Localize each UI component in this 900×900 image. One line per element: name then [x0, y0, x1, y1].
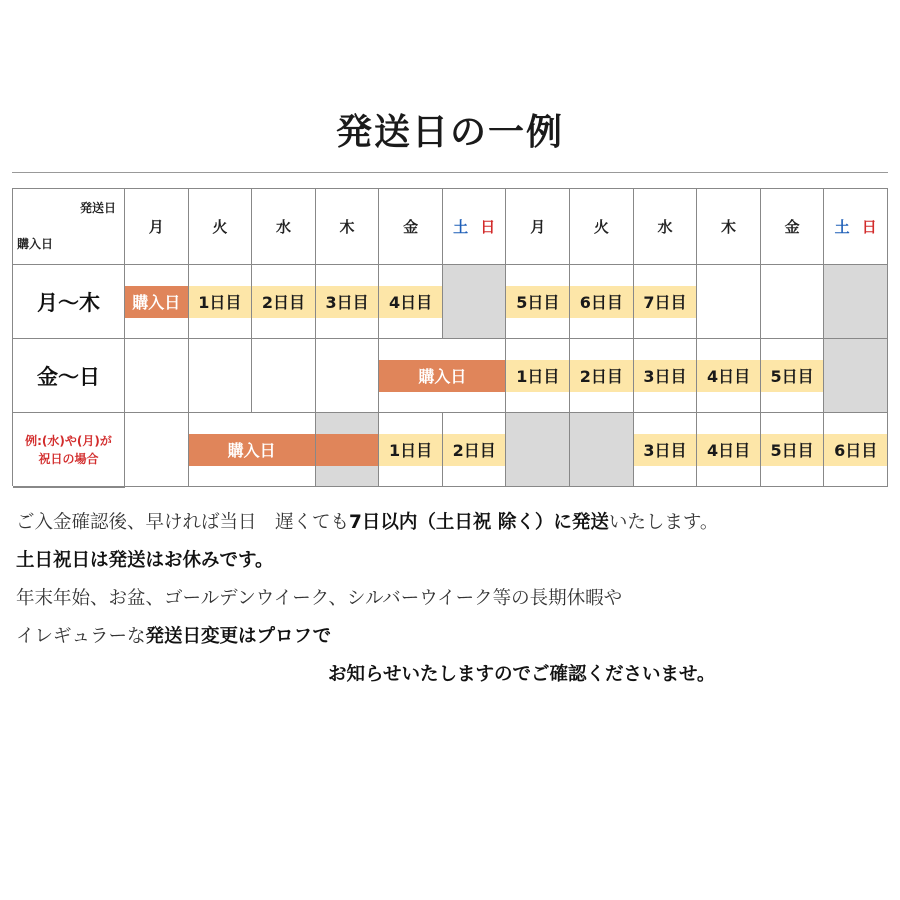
table-cell	[697, 339, 761, 413]
table-cell	[761, 265, 825, 339]
row-label: 例:(水)や(月)が 祝日の場合	[13, 413, 125, 487]
purchase-day-marker-ext	[316, 434, 379, 466]
header-weekend	[824, 189, 888, 265]
table-cell	[506, 265, 570, 339]
note-line-3: 年末年始、お盆、ゴールデンウイーク、シルバーウイーク等の長期休暇や	[16, 588, 623, 609]
holiday-cell	[13, 487, 125, 488]
table-cell	[379, 265, 443, 339]
table-cell	[189, 413, 316, 487]
purchase-day-marker: 購入日	[379, 360, 505, 392]
table-cell	[379, 339, 506, 413]
table-cell	[634, 265, 698, 339]
page-title: 発送日の一例	[335, 112, 564, 153]
holiday-cell	[443, 265, 507, 339]
ship-day-marker: 2日目	[252, 286, 315, 318]
table-cell	[570, 339, 634, 413]
ship-day-marker: 1日目	[379, 434, 442, 466]
ship-day-marker: 4日目	[697, 434, 760, 466]
header-day: 木	[697, 189, 761, 265]
ship-day-marker: 2日目	[570, 360, 633, 392]
ship-day-marker: 5日目	[506, 286, 569, 318]
ship-day-marker: 1日目	[506, 360, 569, 392]
ship-day-marker: 7日目	[634, 286, 697, 318]
header-day-sunday: 日	[861, 218, 877, 236]
ship-day-marker: 3日目	[634, 360, 697, 392]
table-cell	[316, 339, 380, 413]
ship-day-marker: 5日目	[761, 360, 824, 392]
table-cell	[125, 339, 189, 413]
ship-day-marker: 2日目	[443, 434, 506, 466]
shipping-notes	[16, 504, 888, 694]
table-cell	[316, 413, 380, 487]
table-cell	[252, 265, 316, 339]
header-day: 金	[379, 189, 443, 265]
table-cell	[570, 265, 634, 339]
table-cell	[379, 413, 443, 487]
table-cell	[824, 413, 888, 487]
ship-day-marker: 6日目	[824, 434, 887, 466]
table-cell	[189, 265, 253, 339]
ship-day-marker: 3日目	[316, 286, 379, 318]
header-day: 金	[761, 189, 825, 265]
note-line-2: 土日祝日は発送はお休みです。	[16, 550, 274, 571]
table-cell	[634, 413, 698, 487]
ship-day-marker: 1日目	[189, 286, 252, 318]
header-day-sunday: 日	[480, 218, 496, 236]
holiday-cell	[824, 339, 888, 413]
header-day: 木	[316, 189, 380, 265]
table-cell	[634, 339, 698, 413]
purchase-date-label: 購入日	[17, 237, 54, 251]
table-cell	[761, 413, 825, 487]
header-weekend	[443, 189, 507, 265]
header-day: 水	[252, 189, 316, 265]
header-day: 火	[570, 189, 634, 265]
table-cell	[761, 339, 825, 413]
row-label: 金〜日	[13, 339, 125, 413]
table-cell	[697, 413, 761, 487]
header-day: 月	[125, 189, 189, 265]
table-cell	[252, 339, 316, 413]
shipping-schedule-table	[12, 188, 888, 486]
header-day: 月	[506, 189, 570, 265]
table-cell	[697, 265, 761, 339]
note-line-5: お知らせいたしますのでご確認くださいませ。	[328, 664, 716, 685]
ship-day-marker: 5日目	[761, 434, 824, 466]
note-line-4: イレギュラーな発送日変更はプロフで	[16, 626, 332, 647]
table-cell	[189, 339, 253, 413]
header-day: 水	[634, 189, 698, 265]
title-divider	[12, 172, 888, 173]
header-day-saturday: 土	[453, 218, 469, 236]
corner-header	[13, 189, 125, 265]
table-cell	[316, 265, 380, 339]
ship-day-marker: 3日目	[634, 434, 697, 466]
purchase-day-marker: 購入日	[189, 434, 315, 466]
table-cell	[125, 413, 189, 487]
header-day-saturday: 土	[834, 218, 850, 236]
header-day: 火	[189, 189, 253, 265]
table-cell	[125, 265, 189, 339]
ship-day-marker: 4日目	[379, 286, 442, 318]
ship-date-label: 発送日	[79, 201, 116, 215]
note-line-1: ご入金確認後、早ければ当日 遅くても7日以内（土日祝 除く）に発送いたします。	[16, 512, 719, 533]
row-label: 月〜木	[13, 265, 125, 339]
purchase-day-marker: 購入日	[125, 286, 188, 318]
table-cell	[506, 339, 570, 413]
holiday-cell	[506, 413, 570, 487]
holiday-cell	[824, 265, 888, 339]
table-cell	[443, 413, 507, 487]
ship-day-marker: 6日目	[570, 286, 633, 318]
ship-day-marker: 4日目	[697, 360, 760, 392]
holiday-cell	[570, 413, 634, 487]
